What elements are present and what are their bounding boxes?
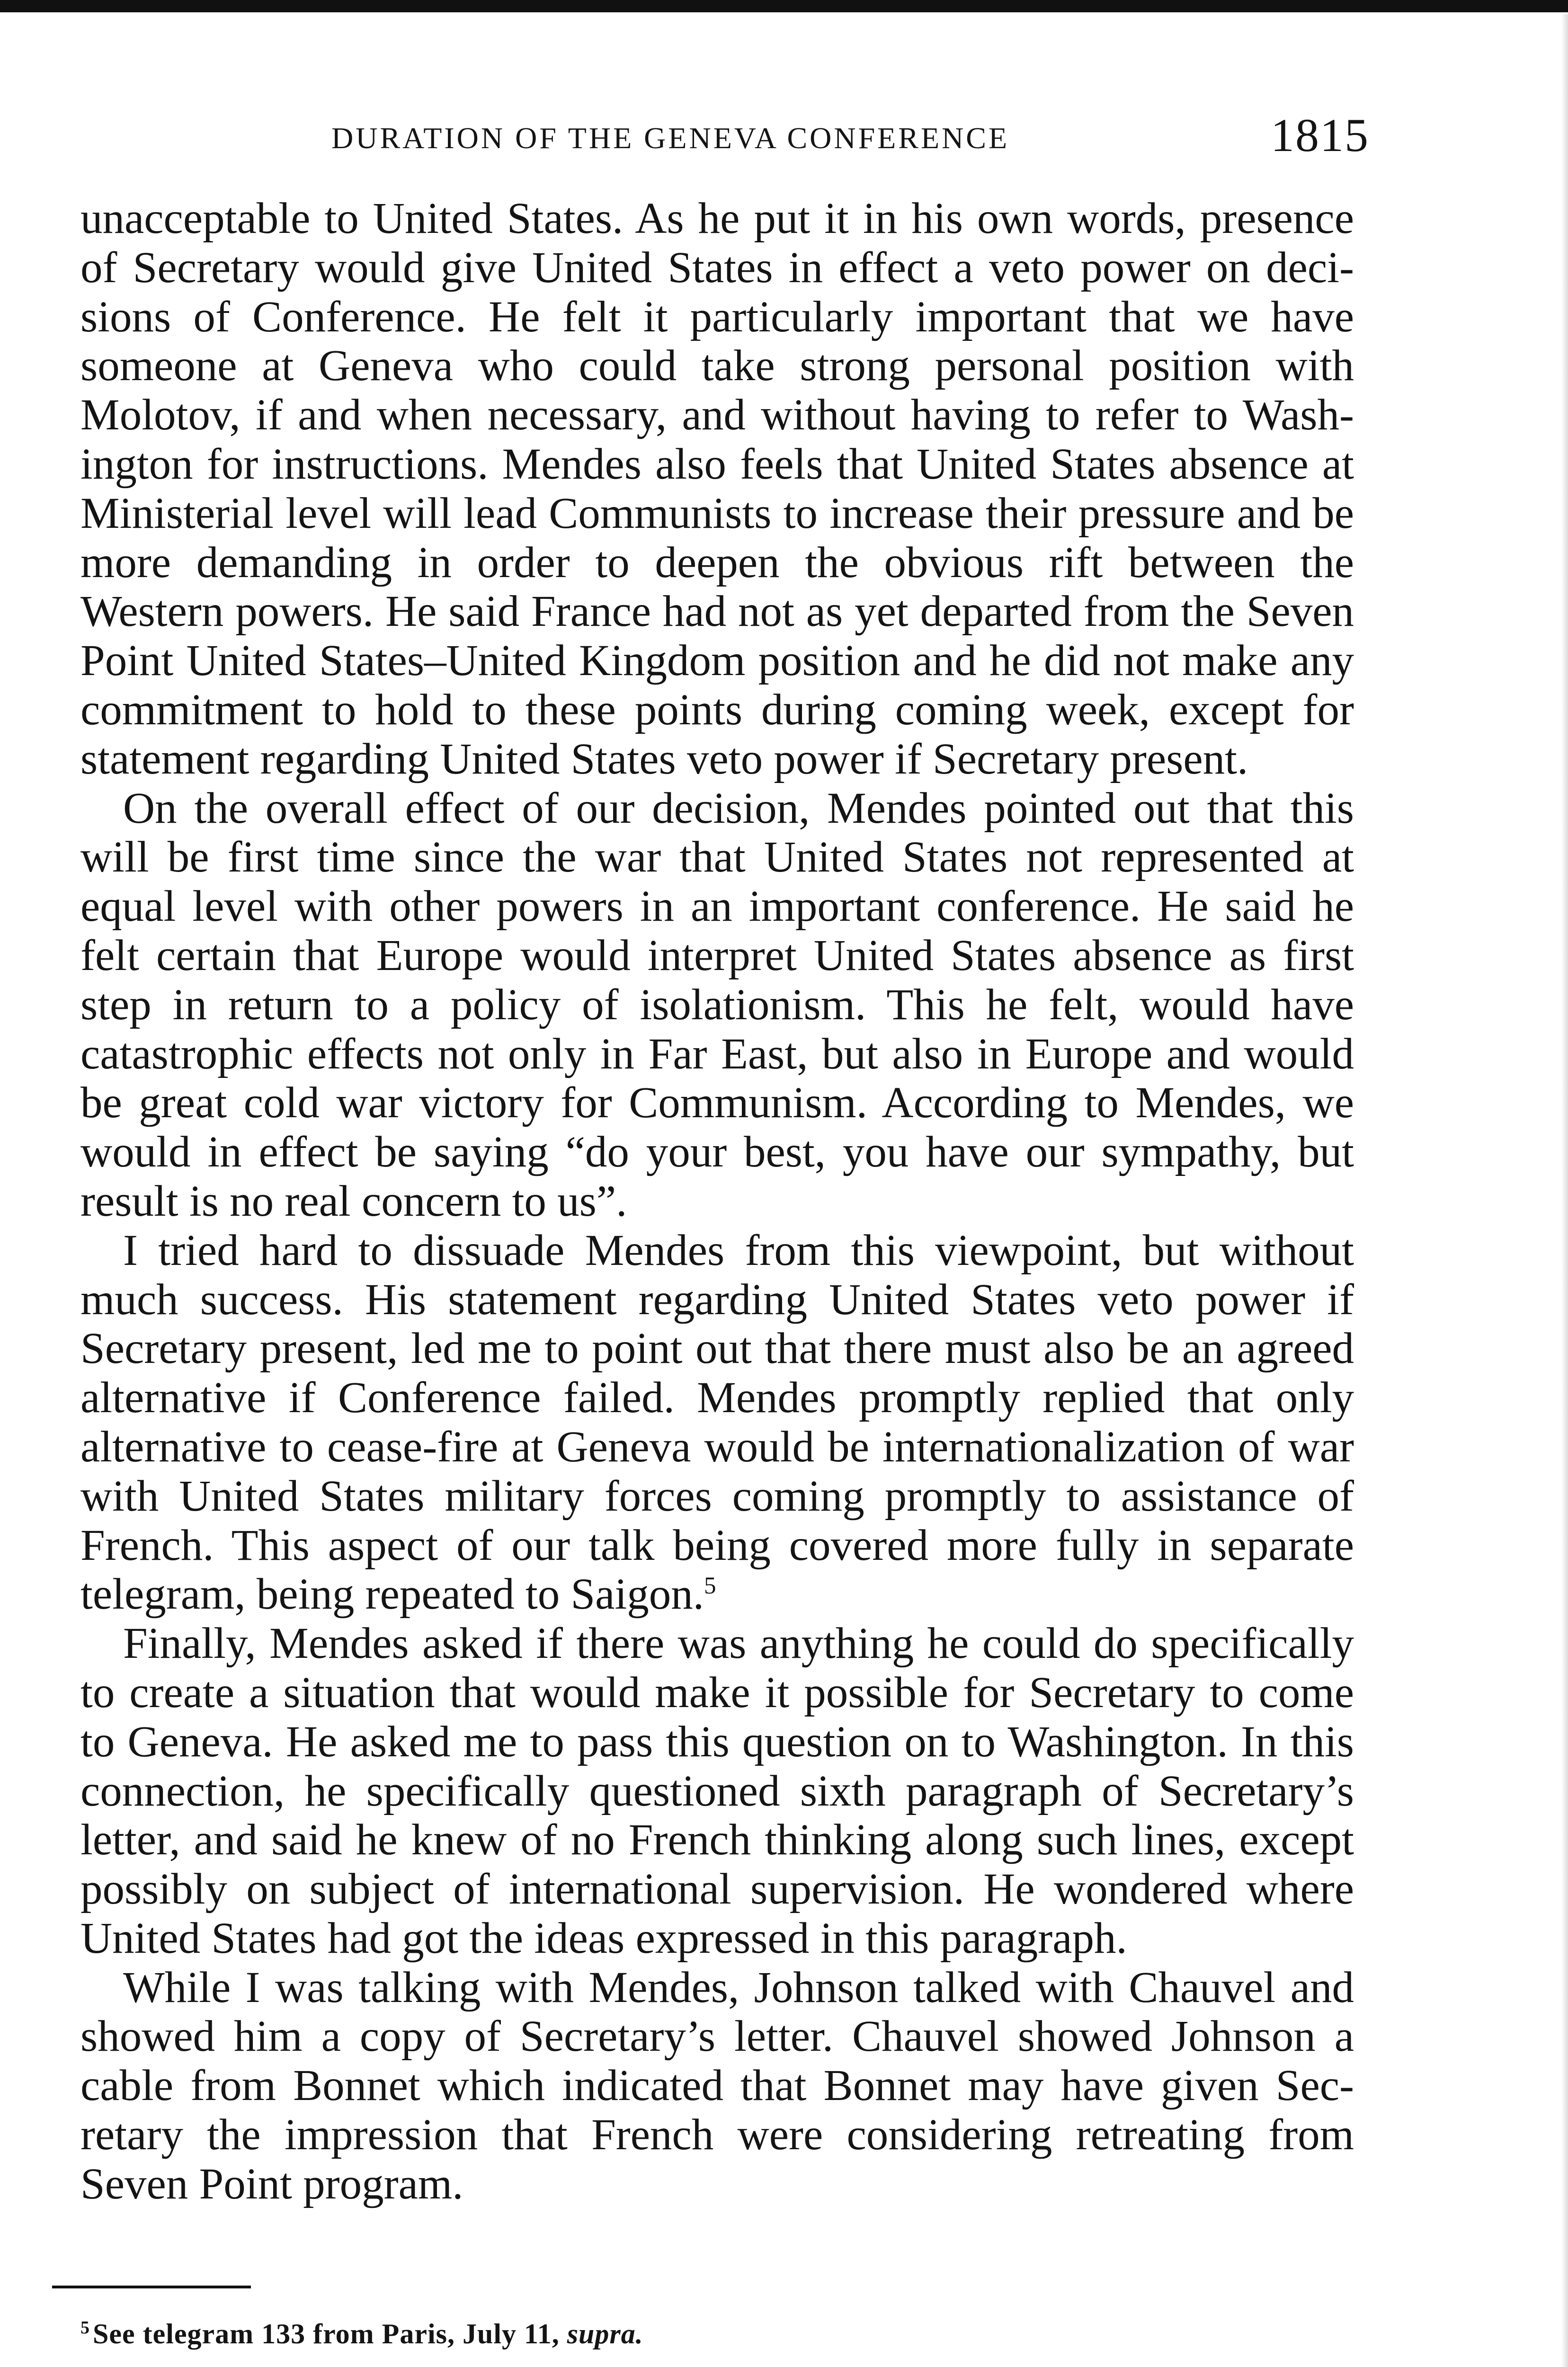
- paragraph-1: [80, 194, 1354, 784]
- paragraph-3: [80, 1226, 1354, 1619]
- body-text: [80, 194, 1354, 2209]
- paragraph-2: [80, 784, 1354, 1226]
- paragraph-5-text: While I was talking with Mendes, Johnson talked with Chauvel and showed him a copy of Secretary’s letter. Chauvel showed Johnson a cable from Bonnet which indicated that Bonnet may have given Secretary the impression that French were considering retreating from Seven Point program.: [80, 1963, 1354, 2208]
- footnote-5: [80, 2317, 1217, 2350]
- paragraph-5: [80, 1963, 1354, 2209]
- footnote-reference-5[interactable]: 5: [704, 1572, 716, 1600]
- paragraph-2-text: On the overall effect of our decision, Mendes pointed out that this will be first time since the war that United States not represented at equal level with other powers in an important conference. He said he felt certain that Europe would interpret United States absence as first step in return to a policy of isolationism. This he felt, would have catastrophic effects not only in Far East, but also in Europe and would be great cold war victory for Communism. According to Mendes, we would in effect be saying “do your best, you have our sympathy, but result is no real concern to us”.: [80, 783, 1354, 1226]
- footnote-divider: [52, 2286, 251, 2288]
- running-title: DURATION OF THE GENEVA CONFERENCE: [331, 121, 1010, 155]
- page-number: 1815: [1271, 109, 1369, 161]
- footnote-text: See telegram 133 from Paris, July 11,: [93, 2318, 560, 2349]
- paragraph-4: [80, 1619, 1354, 1963]
- paragraph-4-text: Finally, Mendes asked if there was anything he could do specifically to create a situation that would make it possible for Secretary to come to Geneva. He asked me to pass this question on to Washington. In this connection, he specifically questioned sixth paragraph of Secretary’s letter, and said he knew of no French thinking along such lines, except possibly on subject of international supervision. He wondered where United States had got the ideas expressed in this paragraph.: [80, 1619, 1354, 1963]
- page-edge-shadow: [1561, 14, 1568, 2367]
- footnote-marker: 5: [80, 2318, 90, 2338]
- top-edge-rule: [0, 0, 1568, 12]
- paragraph-3-text: I tried hard to dissuade Mendes from this viewpoint, but without much success. His statement regarding United States veto power if Secretary present, led me to point out that there must also be an agreed alternative if Conference failed. Mendes promptly replied that only alternative to cease-fire at Geneva would be internationalization of war with United States military forces coming promptly to assistance of French. This aspect of our talk being covered more fully in separate telegram, being repeated to Saigon.: [80, 1226, 1354, 1619]
- footnote-supra: supra.: [567, 2318, 643, 2349]
- paragraph-1-text: unacceptable to United States. As he put it in his own words, presence of Secretary would give United States in effect a veto power on decisions of Conference. He felt it particularly important that we have someone at Geneva who could take strong personal position with Molotov, if and when necessary, and without having to refer to Washington for instructions. Mendes also feels that United States absence at Ministerial level will lead Communists to increase their pressure and be more demanding in order to deepen the obvious rift between the Western powers. He said France had not as yet departed from the Seven Point United States–United Kingdom position and he did not make any commitment to hold to these points during coming week, except for statement regarding United States veto power if Secretary present.: [80, 194, 1354, 783]
